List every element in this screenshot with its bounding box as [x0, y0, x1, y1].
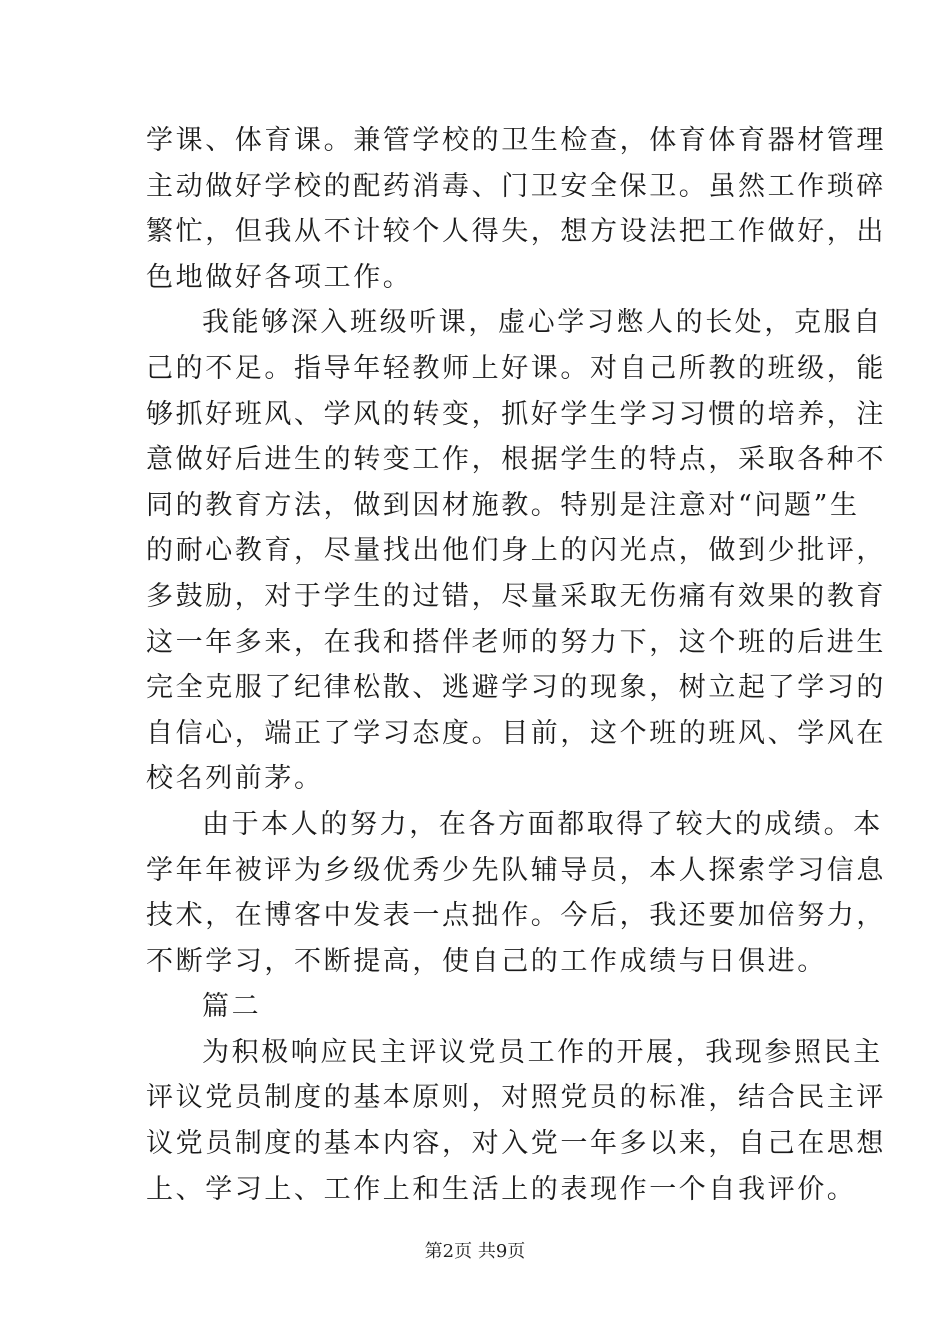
text-line: 繁忙，但我从不计较个人得失，想方设法把工作做好，出 — [146, 216, 886, 248]
document-body — [146, 118, 886, 1212]
text-line: 由于本人的努力，在各方面都取得了较大的成绩。本 — [202, 808, 883, 840]
text-line: 同的教育方法，做到因材施教。特别是注意对“问题”生 — [146, 489, 860, 521]
text-line: 完全克服了纪律松散、逃避学习的现象，树立起了学习的 — [146, 672, 886, 704]
text-line: 主动做好学校的配药消毒、门卫安全保卫。虽然工作琐碎 — [146, 170, 886, 202]
text-line: 校名列前茅。 — [146, 763, 324, 795]
text-line: 技术，在博客中发表一点拙作。今后，我还要加倍努力， — [146, 900, 886, 932]
page-footer: 第2页 共9页 — [424, 1241, 526, 1262]
text-line: 篇二 — [202, 991, 262, 1023]
text-line: 够抓好班风、学风的转变，抓好学生学习习惯的培养，注 — [146, 398, 886, 430]
text-line: 己的不足。指导年轻教师上好课。对自己所教的班级，能 — [146, 352, 886, 384]
text-line: 的耐心教育，尽量找出他们身上的闪光点，做到少批评， — [146, 535, 886, 567]
text-line: 上、学习上、工作上和生活上的表现作一个自我评价。 — [146, 1173, 857, 1205]
text-line: 多鼓励，对于学生的过错，尽量采取无伤痛有效果的教育 — [146, 580, 886, 612]
text-line: 学课、体育课。兼管学校的卫生检查，体育体育器材管理 — [146, 125, 886, 156]
text-line: 为积极响应民主评议党员工作的开展，我现参照民主 — [202, 1036, 883, 1068]
text-line: 不断学习，不断提高，使自己的工作成绩与日俱进。 — [146, 945, 827, 977]
text-line: 议党员制度的基本内容，对入党一年多以来，自己在思想 — [146, 1128, 886, 1160]
text-line: 学年年被评为乡级优秀少先队辅导员，本人探索学习信息 — [146, 854, 886, 886]
text-line: 色地做好各项工作。 — [146, 261, 413, 293]
text-line: 自信心，端正了学习态度。目前，这个班的班风、学风在 — [146, 717, 886, 749]
text-line: 我能够深入班级听课，虚心学习憋人的长处，克服自 — [202, 307, 883, 339]
text-line: 评议党员制度的基本原则，对照党员的标准，结合民主评 — [146, 1082, 886, 1114]
text-line: 意做好后进生的转变工作，根据学生的特点，采取各种不 — [146, 444, 886, 476]
text-line: 这一年多来，在我和搭伴老师的努力下，这个班的后进生 — [146, 626, 886, 658]
